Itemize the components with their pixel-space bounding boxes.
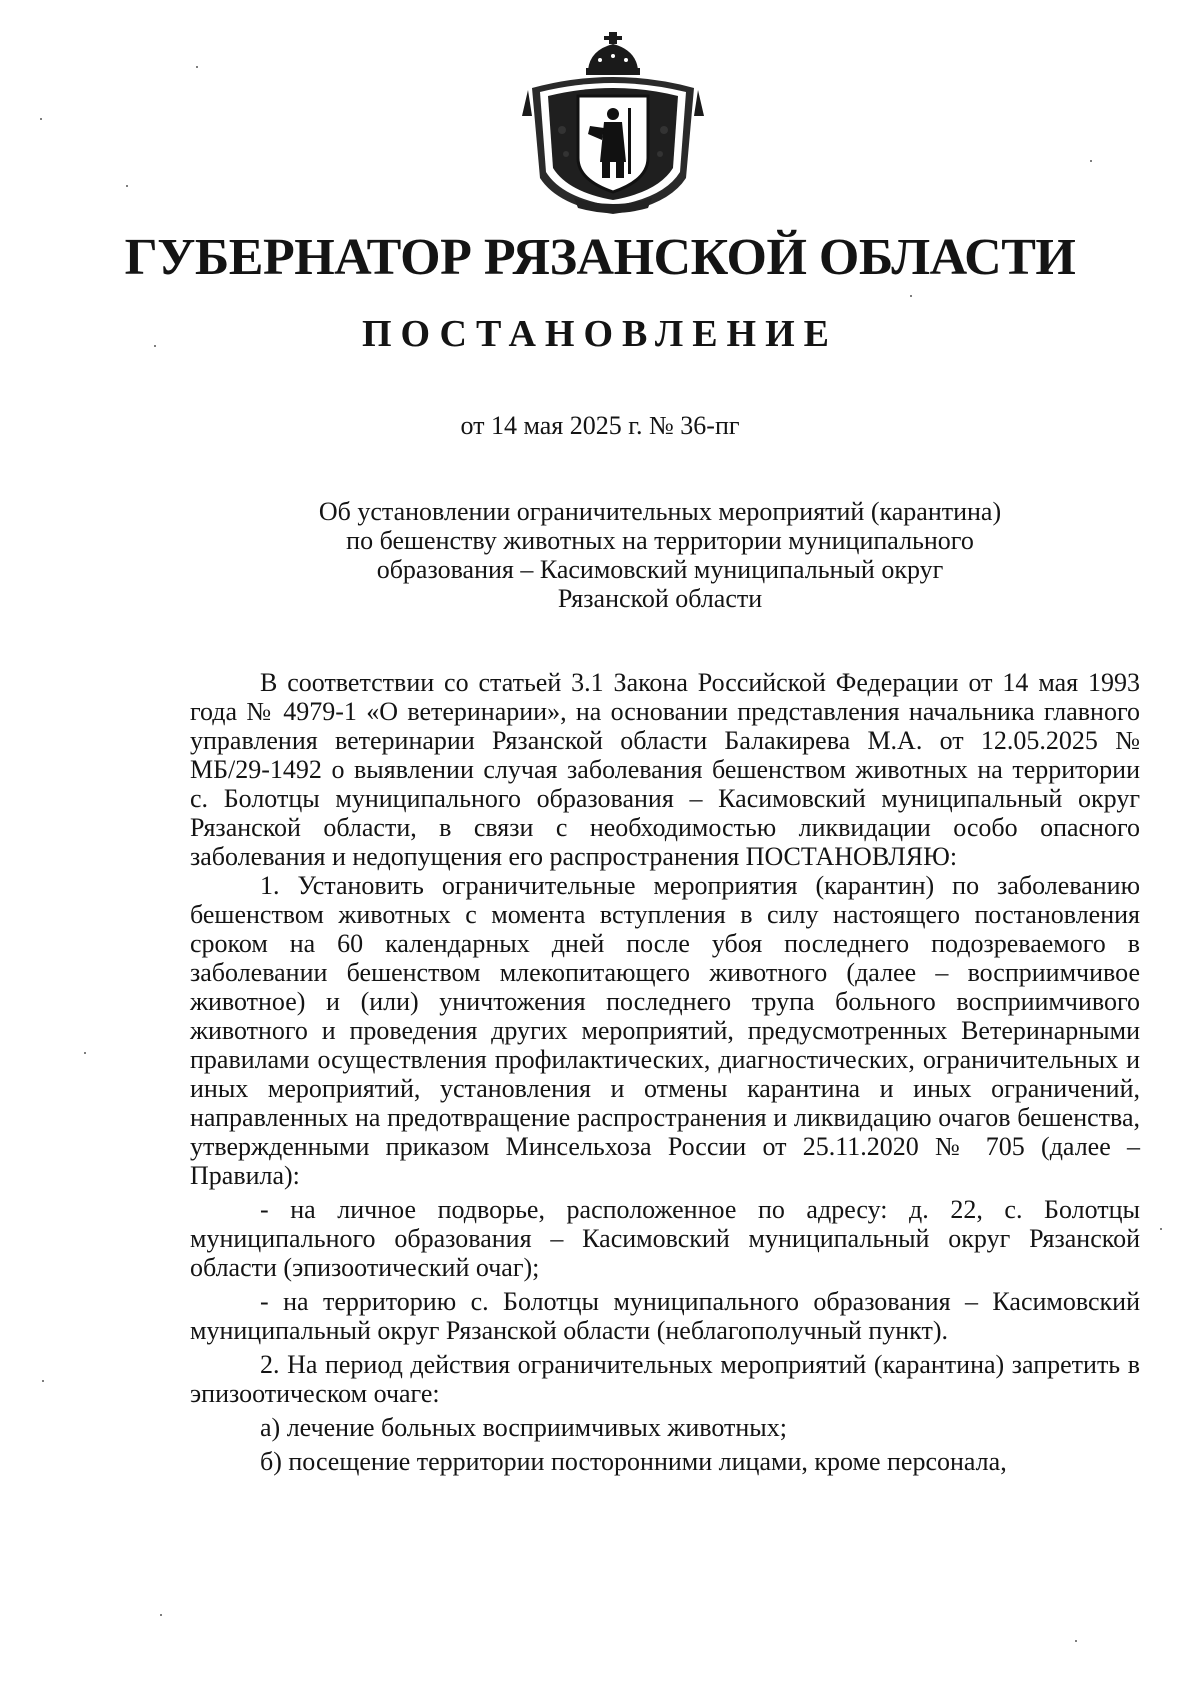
heading-line: по бешенству животных на территории муниципального bbox=[346, 526, 974, 555]
issuer-title: ГУБЕРНАТОР РЯЗАНСКОЙ ОБЛАСТИ bbox=[124, 229, 1076, 286]
document-heading bbox=[270, 497, 1050, 613]
item-1-subitem: - на территорию с. Болотцы муниципального образования – Касимовский муниципальный округ Рязанской области (неблагополучный пункт). bbox=[190, 1287, 1140, 1345]
coat-of-arms-emblem bbox=[518, 30, 708, 216]
item-1-paragraph: 1. Установить ограничительные мероприятия (карантин) по заболеванию бешенством животных с момента вступления в силу настоящего постановления сроком на 60 календарных дней после убоя последнего подозреваемого в заболевании бешенством млекопитающего животного (далее – восприимчивое животное) и (или) уничтожения последнего трупа больного восприимчивого животного и проведения других мероприятий, предусмотренных Ветеринарными правилами осуществления профилактических, диагностических, ограничительных и иных мероприятий, установления и отмены карантина и иных ограничений, направленных на предотвращение распространения и ликвидацию очагов бешенства, утвержденными приказом Минсельхоза России от 25.11.2020 № 705 (далее – Правила): bbox=[190, 871, 1140, 1190]
document-body bbox=[190, 668, 1140, 1476]
heading-line: Рязанской области bbox=[557, 584, 763, 613]
heading-line: образования – Касимовский муниципальный округ bbox=[376, 555, 944, 584]
heading-line: Об установлении ограничительных мероприятий (карантина) bbox=[318, 497, 1002, 526]
date-and-number: от 14 мая 2025 г. № 36-пг bbox=[460, 411, 740, 440]
document-type: ПОСТАНОВЛЕНИЕ bbox=[361, 313, 839, 355]
item-2-paragraph: 2. На период действия ограничительных мероприятий (карантина) запретить в эпизоотическом очаге: bbox=[190, 1350, 1140, 1408]
item-1-subitem: - на личное подворье, расположенное по адресу: д. 22, с. Болотцы муниципального образования – Касимовский муниципальный округ Рязанской области (эпизоотический очаг); bbox=[190, 1195, 1140, 1282]
item-2-subitem: б) посещение территории посторонними лицами, кроме персонала, bbox=[260, 1447, 1007, 1476]
preamble-paragraph: В соответствии со статьей 3.1 Закона Российской Федерации от 14 мая 1993 года № 4979-1 «О ветеринарии», на основании представления начальника главного управления ветеринарии Рязанской области Балакирева М.А. от 12.05.2025 № МБ/29-1492 о выявлении случая заболевания бешенством животных на территории с. Болотцы муниципального образования – Касимовский муниципальный округ Рязанской области, в связи с необходимостью ликвидации особо опасного заболевания и недопущения его распространения ПОСТАНОВЛЯЮ: bbox=[190, 668, 1140, 871]
item-2-subitem: а) лечение больных восприимчивых животных; bbox=[260, 1413, 787, 1442]
